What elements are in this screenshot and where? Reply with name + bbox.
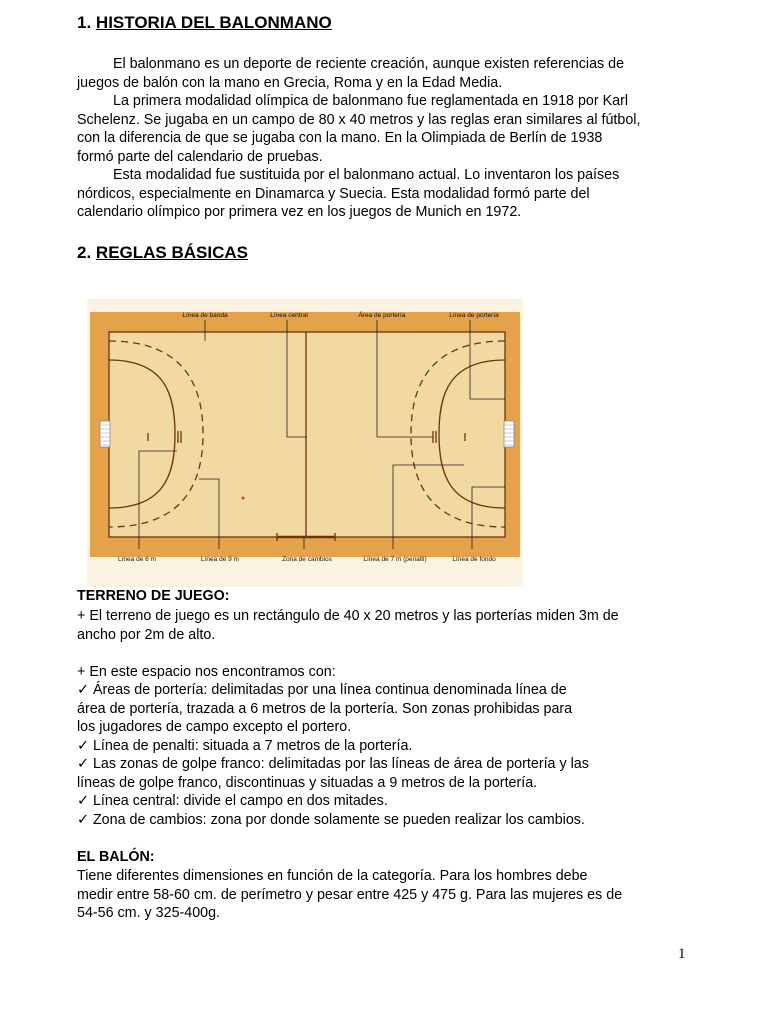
- terreno-line: + En este espacio nos encontramos con:: [77, 663, 336, 680]
- terreno-line: + El terreno de juego es un rectángulo de 40 x 20 metros y las porterías miden 3m de: [77, 608, 619, 624]
- history-line: Esta modalidad fue sustituida por el balonmano actual. Lo inventaron los países: [113, 167, 620, 183]
- label-linea-de-6m: Línea de 6 m: [118, 556, 156, 563]
- history-line: El balonmano es un deporte de reciente creación, aunque existen referencias de: [113, 56, 625, 72]
- terreno-heading: TERRENO DE JUEGO:: [77, 588, 230, 604]
- handball-court-diagram: [87, 299, 523, 587]
- label-linea-de-banda: Línea de banda: [182, 312, 228, 319]
- terreno-line: área de portería, trazada a 6 metros de la portería. Son zonas prohibidas para: [77, 700, 573, 717]
- court-floor: [109, 332, 505, 537]
- label-linea-de-7m: Línea de 7 m (penalti): [363, 556, 427, 563]
- label-area-de-porteria: Área de portería: [358, 312, 406, 319]
- terreno-line: los jugadores de campo excepto el portero.: [77, 719, 352, 735]
- label-linea-central: Línea central: [270, 312, 308, 319]
- balon-line: Tiene diferentes dimensiones en función de la categoría. Para los hombres debe: [77, 868, 588, 884]
- terreno-paragraph: [77, 607, 697, 829]
- terreno-line: ancho por 2m de alto.: [77, 626, 216, 643]
- label-zona-de-cambios: Zona de cambios: [282, 556, 332, 563]
- terreno-line: ✓ Línea central: divide el campo en dos mitades.: [77, 793, 388, 809]
- label-linea-de-fondo: Línea de fondo: [452, 556, 496, 563]
- section-1-title: HISTORIA DEL BALONMANO: [95, 13, 332, 32]
- history-line: juegos de balón con la mano en Grecia, Roma y en la Edad Media.: [77, 74, 503, 91]
- history-line: Schelenz. Se jugaba en un campo de 80 x 40 metros y las reglas eran similares al fútbol,: [77, 111, 641, 128]
- terreno-line: líneas de golpe franco, discontinuas y situadas a 9 metros de la portería.: [77, 774, 538, 791]
- history-paragraph: [77, 55, 697, 222]
- balon-paragraph: [77, 867, 697, 923]
- page-number: 1: [678, 946, 686, 962]
- label-linea-de-porteria: Línea de portería: [449, 312, 499, 319]
- history-line: La primera modalidad olímpica de balonmano fue reglamentada en 1918 por Karl: [113, 93, 629, 109]
- balon-line: 54-56 cm. y 325-400g.: [77, 905, 221, 921]
- section-1-number: 1.: [77, 13, 92, 32]
- terreno-line: ✓ Línea de penalti: situada a 7 metros de la portería.: [77, 737, 413, 754]
- balon-heading: EL BALÓN:: [77, 849, 155, 865]
- section-2-number: 2.: [77, 243, 92, 262]
- history-line: formó parte del calendario de pruebas.: [77, 148, 323, 165]
- history-line: calendario olímpico por primera vez en los juegos de Munich en 1972.: [77, 204, 522, 220]
- history-line: con la diferencia de que se jugaba con la mano. En la Olimpiada de Berlín de 1938: [77, 130, 603, 146]
- section-2-heading: [77, 243, 248, 263]
- terreno-line: ✓ Zona de cambios: zona por donde solamente se pueden realizar los cambios.: [77, 811, 585, 828]
- history-line: nórdicos, especialmente en Dinamarca y Suecia. Esta modalidad formó parte del: [77, 185, 590, 202]
- terreno-line: ✓ Áreas de portería: delimitadas por una línea continua denominada línea de: [77, 682, 567, 698]
- balon-line: medir entre 58-60 cm. de perímetro y pesar entre 425 y 475 g. Para las mujeres es de: [77, 886, 623, 903]
- section-1-heading: [77, 13, 332, 33]
- terreno-line: ✓ Las zonas de golpe franco: delimitadas por las líneas de área de portería y las: [77, 756, 589, 772]
- center-dot: [242, 497, 245, 500]
- label-linea-de-9m: Línea de 9 m: [201, 556, 239, 563]
- terreno-line: [77, 644, 697, 663]
- section-2-title: REGLAS BÁSICAS: [95, 243, 248, 262]
